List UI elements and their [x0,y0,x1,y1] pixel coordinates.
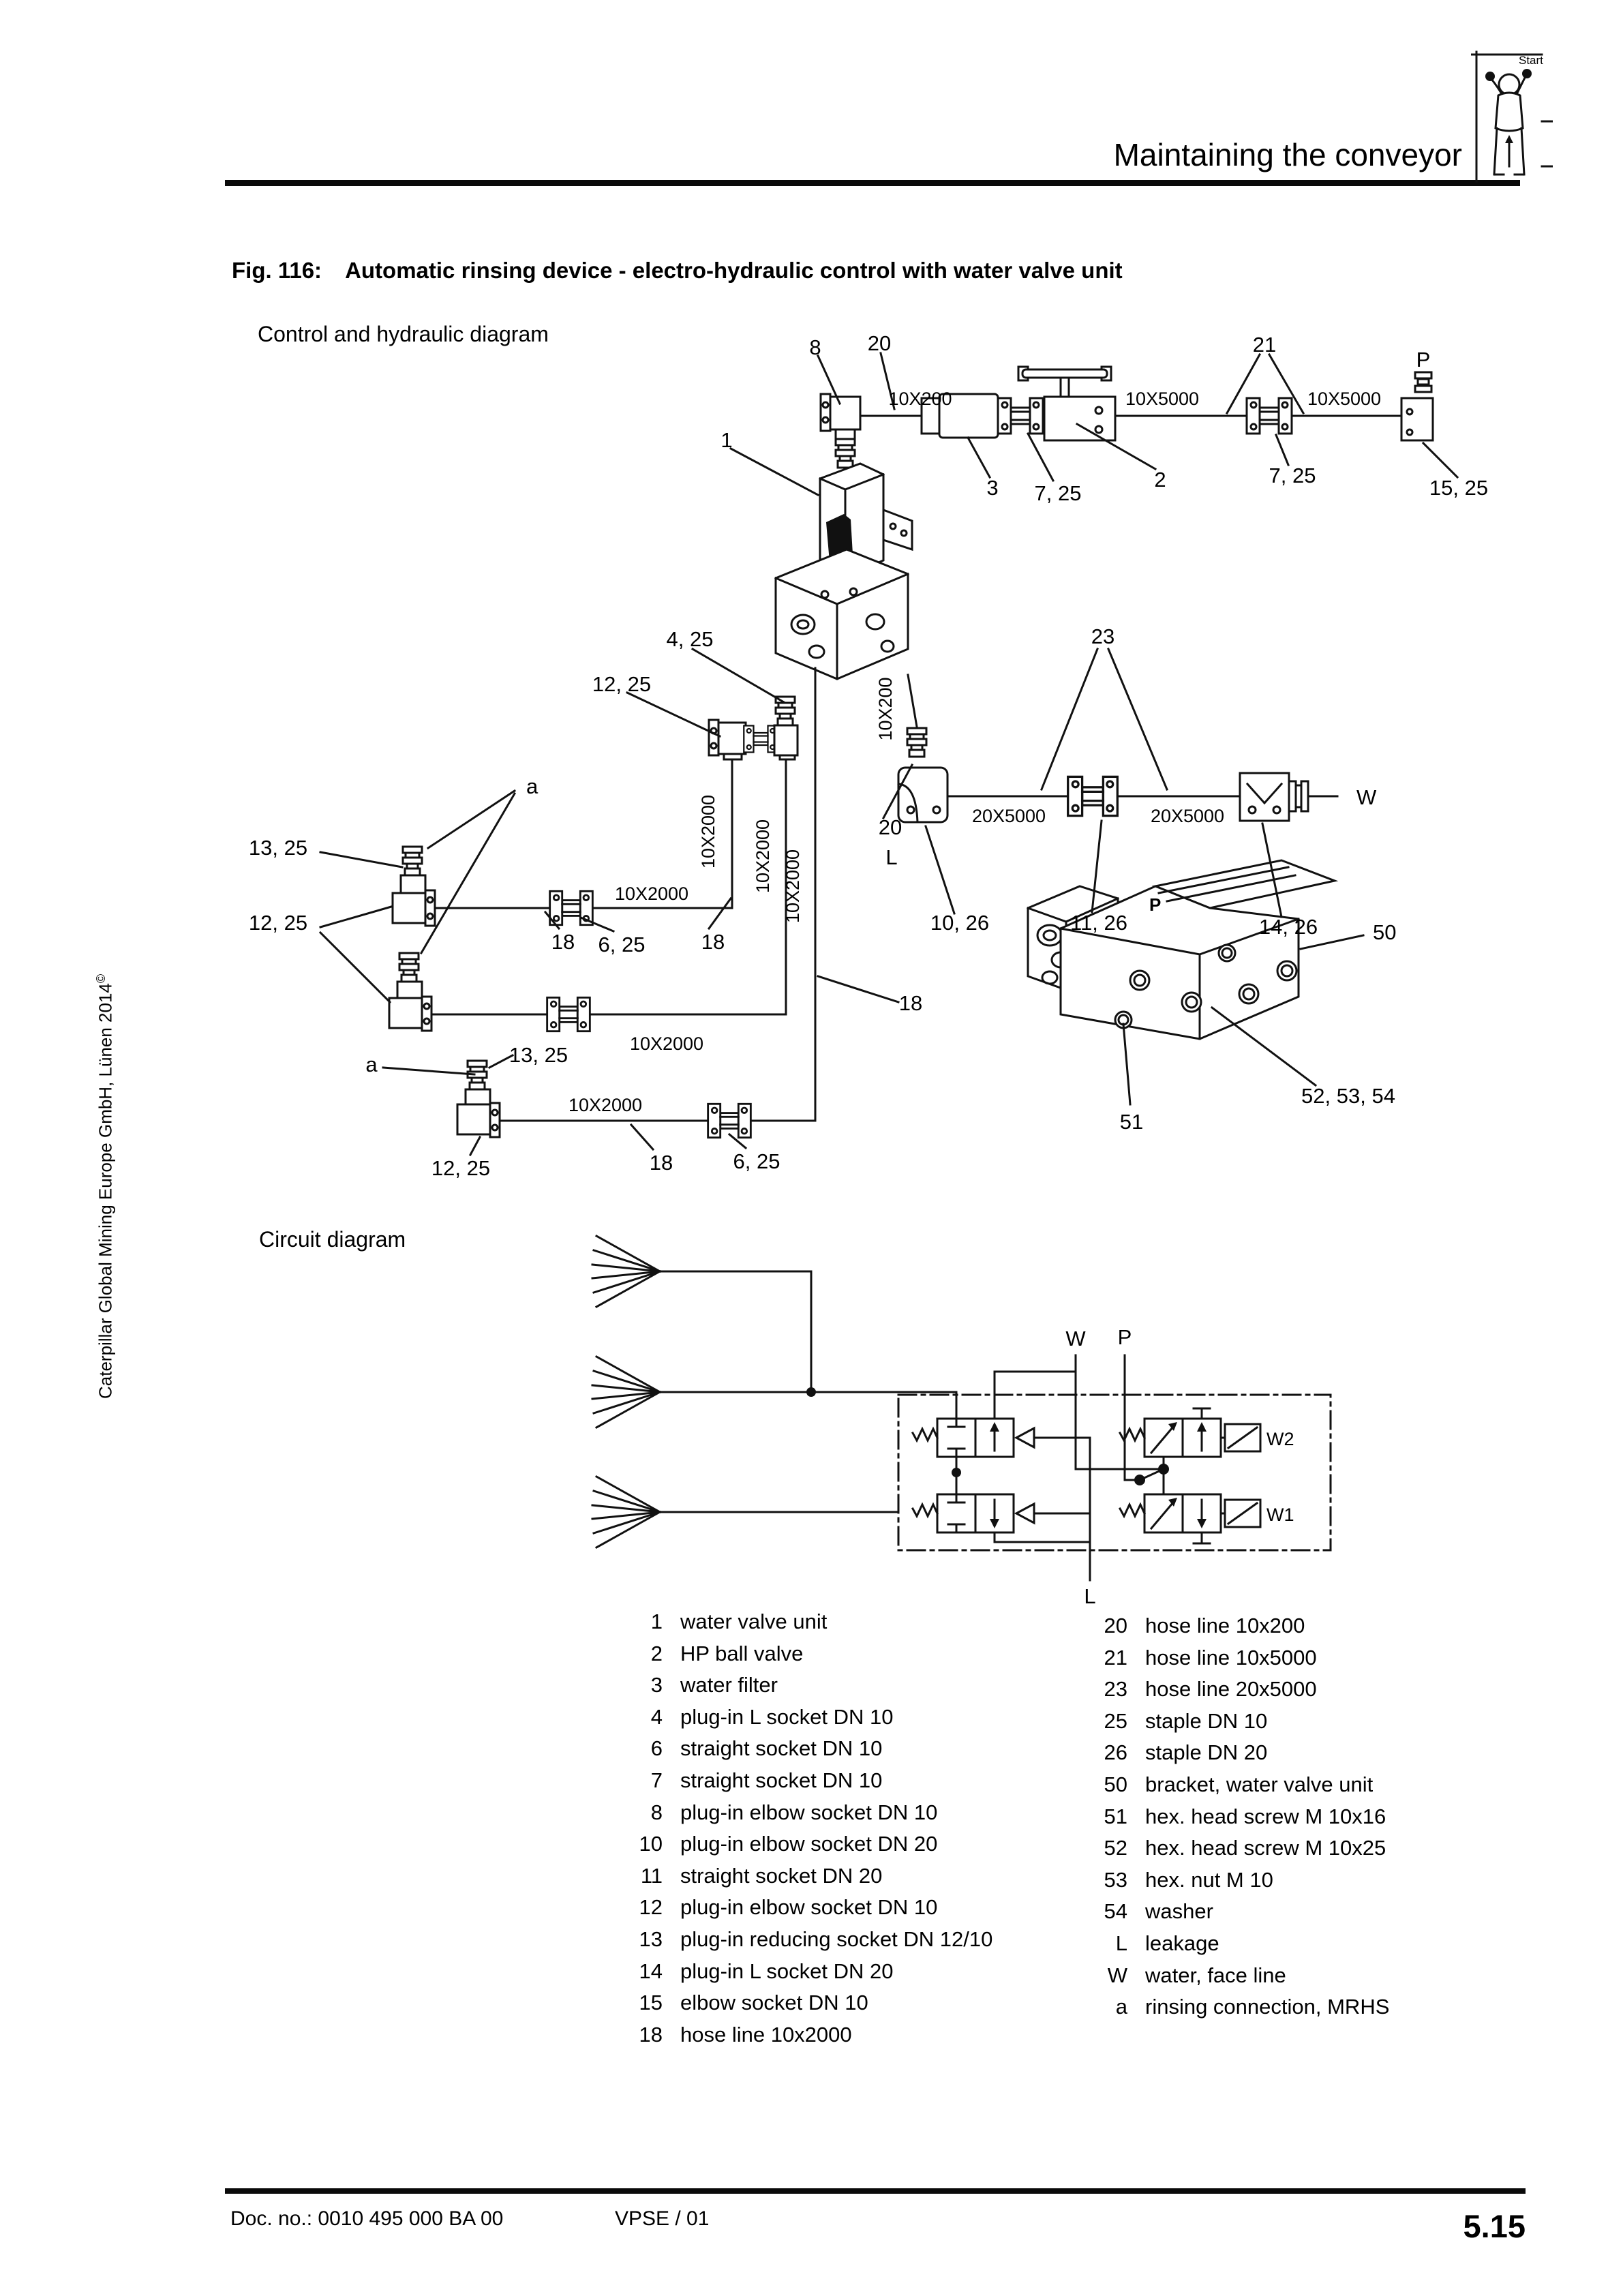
callout-6-25-b1: 6, 25 [598,933,646,956]
legend-row [613,1892,992,1924]
circuit-label-p: P [1117,1325,1132,1349]
legend-num: 4 [650,1704,663,1729]
plug-in-elbow-socket-8 [821,394,860,439]
legend-row [613,1956,992,1988]
legend-num: 13 [639,1927,663,1951]
callout-7-25-a: 7, 25 [1034,481,1082,505]
legend-row [613,1702,992,1734]
port-label-l-mid: L [885,845,898,869]
page-title: Maintaining the conveyor [1113,137,1462,172]
straight-socket-b2 [547,997,590,1031]
legend-num: 3 [650,1673,663,1697]
legend-num: 52 [1104,1836,1127,1860]
start-icon-label: Start [1519,54,1543,67]
callout-12-25-top: 12, 25 [592,672,652,696]
legend-text: rinsing connection, MRHS [1145,1995,1390,2019]
legend-num: L [1115,1931,1127,1955]
callout-a-top: a [526,774,539,798]
callout-18-vc: 18 [898,991,923,1015]
legend-column-left [613,1606,992,2051]
port-label-w: W [1356,785,1377,809]
legend-row [1067,1769,1389,1801]
legend-row [1067,1801,1389,1833]
legend-text: hex. head screw M 10x16 [1145,1804,1386,1828]
hydraulic-callouts [249,331,1488,1180]
callout-7-25-b: 7, 25 [1269,464,1316,487]
section-label-circuit: Circuit diagram [259,1227,406,1252]
callout-12-25-bot: 12, 25 [431,1156,491,1180]
legend-row [1067,1832,1389,1864]
legend-num: 8 [650,1800,663,1824]
legend-num: 12 [639,1895,663,1920]
l-socket-4-25 [774,725,798,759]
legend-row [613,1828,992,1860]
legend-text: plug-in elbow socket DN 10 [680,1895,938,1920]
legend-row [1067,1991,1389,2023]
callout-11-26: 11, 26 [1070,911,1127,935]
legend-text: plug-in elbow socket DN 10 [680,1800,938,1824]
callout-2: 2 [1154,468,1166,492]
legend-row [1067,1864,1389,1897]
elbow-socket-15 [1401,372,1433,440]
callout-23: 23 [1091,624,1115,648]
plug-4-25 [776,697,795,725]
legend-column-right [1067,1610,1389,2023]
block-marking-p: P [1149,894,1162,915]
callout-6-25-b3: 6, 25 [733,1149,780,1173]
legend-num: 2 [650,1641,663,1665]
legend-row [613,1797,992,1829]
legend-text: hose line 10x200 [1145,1614,1305,1637]
callout-20-mid: 20 [878,815,902,839]
legend-text: hose line 10x2000 [680,2022,852,2046]
legend-row [1067,1928,1389,1960]
legend-num: 50 [1104,1772,1127,1796]
hose-label-10x2000-vc: 10X2000 [783,849,803,924]
legend-row [1067,1706,1389,1738]
footer-page-number: 5.15 [1463,2208,1526,2244]
legend-row [1067,1737,1389,1769]
figure-title: Automatic rinsing device - electro-hydraulic control with water valve unit [345,258,1123,283]
legend-num: 14 [639,1959,663,1983]
callout-a-bot: a [365,1053,378,1076]
legend-num: 7 [650,1768,663,1792]
legend-text: straight socket DN 20 [680,1863,883,1888]
straight-socket-6-25-b3 [708,1104,751,1137]
hose-label-10x2000-b2: 10X2000 [629,1033,704,1054]
legend-text: hose line 20x5000 [1145,1677,1317,1702]
legend-text: HP ball valve [680,1641,804,1665]
circuit-label-l: L [1084,1584,1096,1608]
sidebar-text: Caterpillar Global Mining Europe GmbH, Lünen 2014 [95,983,116,1399]
legend-row [613,1987,992,2019]
legend-num: 21 [1104,1645,1127,1670]
callout-50: 50 [1373,920,1397,944]
callout-10-26: 10, 26 [930,911,990,935]
legend-row [613,1924,992,1956]
copyright-symbol: © [94,973,108,984]
legend-text: water filter [680,1673,778,1697]
rinsing-plug-b2 [399,953,419,982]
legend-text: water, face line [1145,1963,1286,1987]
legend-num: 25 [1104,1708,1127,1733]
hose-label-20x5000-b: 20X5000 [1150,806,1225,826]
legend-text: elbow socket DN 10 [680,1991,868,2015]
port-label-p: P [1416,348,1431,372]
callout-20: 20 [867,331,892,355]
hose-label-10x200-vert: 10X200 [875,677,896,741]
plug-in-l-socket-14-26 [1240,773,1308,821]
legend-num: 11 [640,1863,663,1888]
hose-label-20x5000-a: 20X5000 [971,806,1046,826]
legend-num: 18 [639,2022,663,2046]
circuit-label-w2: W2 [1266,1429,1294,1449]
hose-line-10x200-vert [908,675,917,727]
figure-number: Fig. 116: [232,258,322,283]
circuit-label-w: W [1065,1327,1086,1350]
legend-num: 26 [1104,1740,1127,1765]
water-valve-unit-1 [776,464,912,679]
legend-num: 23 [1104,1677,1127,1702]
legend-row [613,2019,992,2051]
reducing-socket-13-25-b1 [393,875,435,926]
reducing-socket-13-25-b2 [389,982,431,1031]
legend-text: hex. nut M 10 [1145,1867,1273,1892]
spray-symbol-3 [592,1477,660,1547]
legend-text: straight socket DN 10 [680,1736,883,1761]
legend-text: plug-in L socket DN 10 [680,1704,894,1729]
hose-label-10x2000-va: 10X2000 [698,794,718,869]
legend-text: straight socket DN 10 [680,1768,883,1792]
callout-18-b3: 18 [649,1151,673,1175]
circuit-labels [1065,1325,1294,1608]
hose-label-10x2000-b3: 10X2000 [568,1095,643,1115]
spray-symbol-2 [592,1357,660,1428]
bracket-water-valve-unit-50 [1028,860,1335,1039]
legend-row [613,1765,992,1797]
circuit-lines [660,1271,1164,1580]
legend-num: a [1115,1995,1127,2019]
legend-row [613,1860,992,1892]
circuit-label-w1: W1 [1266,1505,1294,1525]
circuit-diagram [592,1236,1331,1608]
hose-label-10x5000-b: 10X5000 [1307,389,1382,409]
callout-51: 51 [1119,1110,1144,1134]
footer-rule [225,2188,1526,2194]
legend-num: 53 [1104,1867,1127,1892]
straight-socket-7b [1247,398,1292,434]
solenoid-valve-w1 [1120,1494,1260,1543]
callout-13-25-b: 13, 25 [509,1043,568,1067]
callout-4-25: 4, 25 [666,627,714,651]
legend-row [1067,1960,1389,1992]
pilot-valve-upper-left [913,1419,1034,1457]
footer-doc-number: Doc. no.: 0010 495 000 BA 00 [230,2207,504,2230]
rinsing-plug-b1 [403,847,422,875]
callout-15-25: 15, 25 [1429,476,1489,500]
hose-label-10x200: 10X200 [888,389,952,409]
callout-3: 3 [986,476,999,500]
plug-8 [836,439,855,468]
legend-text: hose line 10x5000 [1145,1645,1317,1670]
legend-text: washer [1145,1899,1213,1924]
coupling-assembly [744,726,778,753]
legend-row [613,1606,992,1638]
callout-21: 21 [1252,333,1277,357]
legend-text: plug-in L socket DN 20 [680,1959,894,1983]
manifold-fitting-assembly [709,720,746,759]
section-label-hydraulic: Control and hydraulic diagram [258,322,549,346]
elbow-socket-12-25-b3 [457,1089,500,1137]
legend-text: leakage [1145,1931,1219,1955]
solenoid-valve-w2 [1120,1408,1260,1457]
hose-label-10x5000-a: 10X5000 [1125,389,1200,409]
legend-num: 51 [1104,1804,1127,1828]
legend-row [1067,1896,1389,1928]
legend-text: water valve unit [680,1610,828,1633]
footer-doc-code: VPSE / 01 [615,2207,710,2230]
legend-text: staple DN 10 [1145,1708,1268,1733]
callout-12-25-left: 12, 25 [248,911,308,935]
legend-num: 54 [1104,1899,1127,1924]
pilot-valve-lower-left [913,1494,1034,1532]
hose-label-10x2000-vb: 10X2000 [753,819,773,894]
legend-num: W [1107,1963,1127,1987]
callout-14-26: 14, 26 [1258,915,1318,939]
callout-18-b1-r: 18 [701,930,725,954]
legend-row [613,1733,992,1765]
legend-row [613,1670,992,1702]
legend-row [1067,1674,1389,1706]
spray-symbol-1 [592,1236,660,1307]
hydraulic-diagram [249,331,1488,1180]
legend-num: 15 [639,1991,663,2015]
legend-text: plug-in elbow socket DN 20 [680,1832,938,1856]
legend-num: 10 [639,1832,663,1856]
hose-label-10x2000-b1: 10X2000 [614,883,689,904]
legend-row [613,1638,992,1670]
callout-8: 8 [809,335,821,359]
legend-num: 20 [1104,1614,1127,1637]
straight-socket-11-26 [1068,776,1118,815]
straight-socket-7a [998,398,1043,434]
legend-text: bracket, water valve unit [1145,1772,1374,1796]
legend-row [1067,1642,1389,1674]
legend-text: staple DN 20 [1145,1740,1268,1765]
legend-num: 1 [650,1610,663,1633]
legend-row [1067,1610,1389,1642]
callout-13-25-a: 13, 25 [248,836,308,860]
legend-text: plug-in reducing socket DN 12/10 [680,1927,993,1951]
callout-1: 1 [721,428,733,452]
legend-num: 6 [650,1736,663,1761]
plug-10-26 [907,728,926,757]
callout-18-b1-l: 18 [551,930,575,954]
callout-52-53-54: 52, 53, 54 [1301,1084,1395,1108]
legend-text: hex. head screw M 10x25 [1145,1836,1386,1860]
